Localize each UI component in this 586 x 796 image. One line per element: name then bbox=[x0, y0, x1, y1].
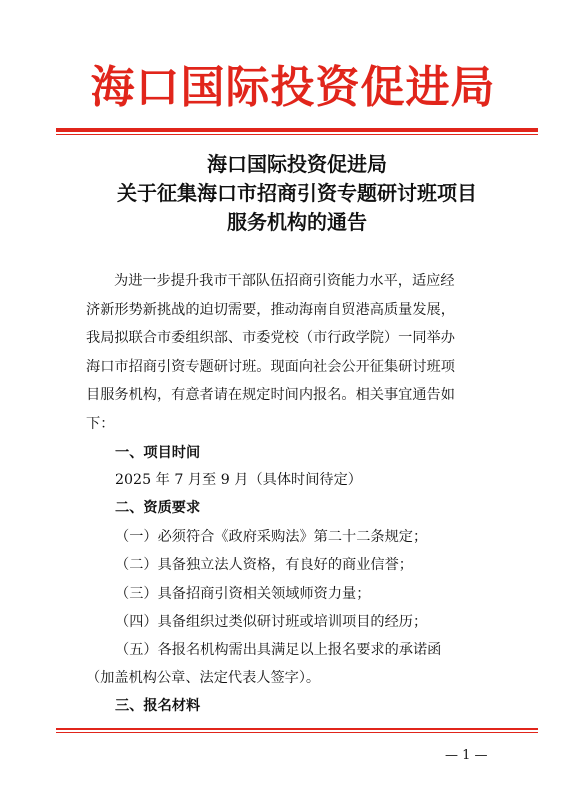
requirement-item-1: （一）必须符合《政府采购法》第二十二条规定； bbox=[115, 529, 428, 545]
footer-rule-thin bbox=[56, 732, 538, 733]
intro-line-4: 海口市招商引资专题研讨班。现面向社会公开征集研讨班项 bbox=[86, 358, 455, 375]
masthead-title: 海口国际投资促进局 bbox=[90, 62, 496, 113]
title-line-2: 关于征集海口市招商引资专题研讨班项目 bbox=[117, 181, 477, 205]
title-line-3: 服务机构的通告 bbox=[227, 210, 367, 234]
intro-line-1: 为进一步提升我市干部队伍招商引资能力水平，适应经 bbox=[114, 273, 455, 289]
intro-paragraph bbox=[86, 267, 511, 439]
requirement-item-3: （三）具备招商引资相关领域师资力量； bbox=[115, 586, 371, 602]
intro-line-3: 我局拟联合市委组织部、市委党校（市行政学院）一同举办 bbox=[86, 330, 455, 347]
section-1-text: 2025 年 7 月至 9 月（具体时间待定） bbox=[115, 472, 362, 488]
page-number: — 1 — bbox=[445, 748, 488, 763]
intro-line-2: 济新形势新挑战的迫切需要，推动海南自贸港高质量发展， bbox=[86, 301, 455, 318]
masthead-rule-thick bbox=[56, 128, 538, 132]
requirement-item-5-continued: （加盖机构公章、法定代表人签字）。 bbox=[86, 670, 321, 686]
notice-title bbox=[56, 150, 538, 237]
section-2-heading: 二、资质要求 bbox=[115, 500, 201, 516]
masthead-rule-thin bbox=[56, 134, 538, 135]
requirement-item-2: （二）具备独立法人资格，有良好的商业信誉； bbox=[115, 557, 413, 573]
intro-line-5: 目服务机构，有意者请在规定时间内报名。相关事宜通告如 bbox=[86, 387, 455, 404]
section-1-heading: 一、项目时间 bbox=[115, 445, 201, 461]
footer-rule-thick bbox=[56, 728, 538, 730]
requirement-item-4: （四）具备组织过类似研讨班或培训项目的经历； bbox=[115, 614, 428, 630]
title-line-1: 海口国际投资促进局 bbox=[207, 152, 387, 176]
requirement-item-5: （五）各报名机构需出具满足以上报名要求的承诺函 bbox=[115, 642, 442, 658]
intro-line-6: 下： bbox=[86, 415, 115, 432]
section-3-heading: 三、报名材料 bbox=[115, 698, 201, 714]
